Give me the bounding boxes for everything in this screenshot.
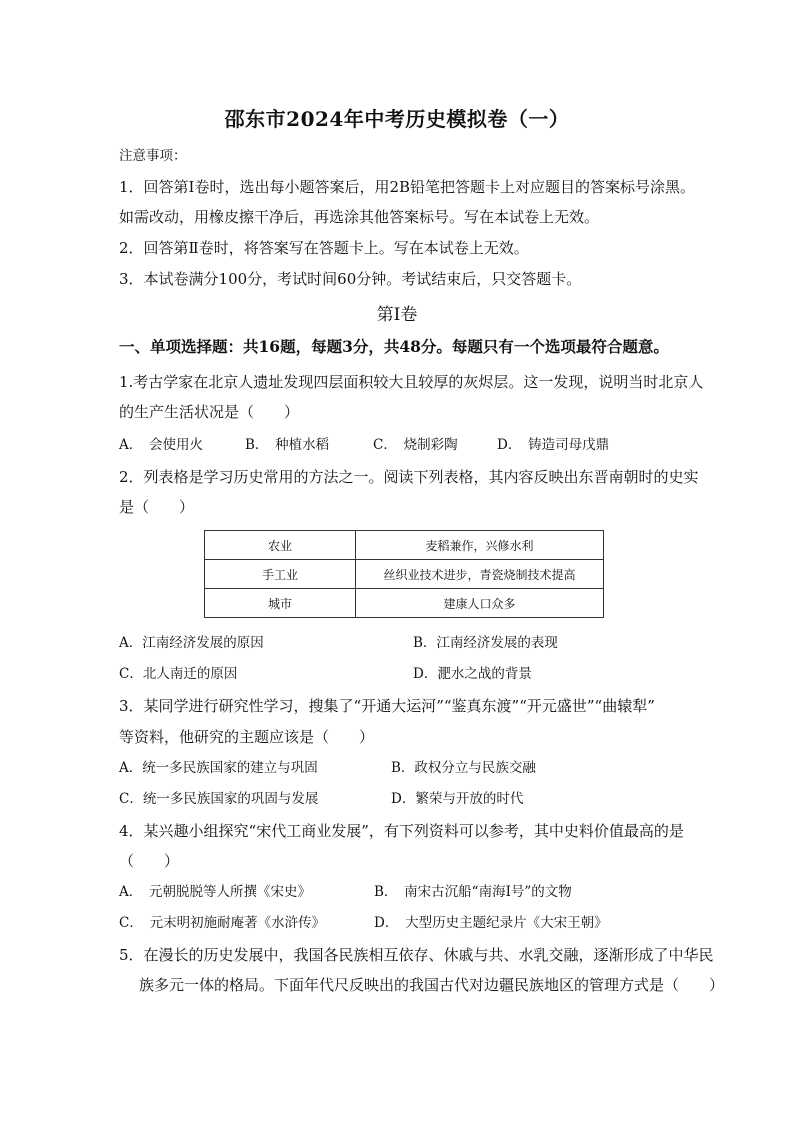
q2-option-d: D．淝水之战的背景 [413,666,532,682]
q3-option-a: A．统一多民族国家的建立与巩固 [119,760,318,776]
q1-option-c: C． 烧制彩陶 [373,437,458,453]
table-cell: 手工业 [205,560,356,589]
q4-option-d: D． 大型历史主题纪录片《大宋王朝》 [374,915,608,931]
q3-stem-line-1: 3．某同学进行研究性学习，搜集了“开通大运河”“鉴真东渡”“开元盛世”“曲辕犁” [119,697,655,715]
volume-heading: 第Ⅰ卷 [376,305,418,325]
q2-stem-line-2: 是（ ） [119,498,195,516]
table-cell: 麦稻兼作，兴修水利 [356,531,604,560]
q1-stem-line-1: 1.考古学家在北京人遗址发现四层面积较大且较厚的灰烬层。这一发现，说明当时北京人 [119,373,704,391]
q4-option-a: A． 元朝脱脱等人所撰《宋史》 [119,884,311,900]
q5-stem-line-2: 族多元一体的格局。下面年代尺反映出的我国古代对边疆民族地区的管理方式是（ ） [139,976,725,994]
table-cell: 农业 [205,531,356,560]
table-cell: 建康人口众多 [356,589,604,618]
notice-line-2: 如需改动，用橡皮擦干净后，再选涂其他答案标号。写在本试卷上无效。 [119,208,600,226]
notice-heading: 注意事项： [119,148,187,164]
q3-option-d: D．繁荣与开放的时代 [391,791,524,807]
table-cell: 城市 [205,589,356,618]
notice-line-3: 2．回答第Ⅱ卷时，将答案写在答题卡上。写在本试卷上无效。 [119,239,529,257]
q2-stem-line-1: 2．列表格是学习历史常用的方法之一。阅读下列表格，其内容反映出东晋南朝时的史实 [119,468,699,486]
table-row [205,560,604,589]
q5-stem-line-1: 5．在漫长的历史发展中，我国各民族相互依存、休戚与共、水乳交融，逐渐形成了中华民 [119,946,714,964]
notice-line-4: 3．本试卷满分100分，考试时间60分钟。考试结束后，只交答题卡。 [119,270,582,288]
q4-stem-line-2: （ ） [119,852,180,870]
q1-option-b: B． 种植水稻 [245,437,330,453]
q2-option-a: A．江南经济发展的原因 [119,635,264,651]
q1-option-d: D． 铸造司母戊鼎 [497,437,610,453]
notice-line-1: 1．回答第Ⅰ卷时，选出每小题答案后，用2B铅笔把答题卡上对应题目的答案标号涂黑。 [119,178,696,196]
q3-stem-line-2: 等资料，他研究的主题应该是（ ） [119,728,375,746]
q4-stem-line-1: 4．某兴趣小组探究“宋代工商业发展”，有下列资料可以参考，其中史料价值最高的是 [119,822,684,840]
section-heading: 一、单项选择题：共16题，每题3分，共48分。每题只有一个选项最符合题意。 [119,337,669,356]
table-cell: 丝织业技术进步，青瓷烧制技术提高 [356,560,604,589]
q1-option-a: A． 会使用火 [119,437,203,453]
q2-option-c: C．北人南迁的原因 [119,666,238,682]
table-row [205,531,604,560]
q4-option-c: C． 元末明初施耐庵著《水浒传》 [119,915,326,931]
q2-table [204,530,604,618]
q4-option-b: B． 南宋古沉船“南海Ⅰ号”的文物 [374,884,572,900]
table-row [205,589,604,618]
q1-stem-line-2: 的生产生活状况是（ ） [119,403,300,421]
q3-option-b: B．政权分立与民族交融 [391,760,536,776]
page-title: 邵东市2024年中考历史模拟卷（一） [224,107,570,131]
q3-option-c: C．统一多民族国家的巩固与发展 [119,791,319,807]
q2-option-b: B．江南经济发展的表现 [413,635,558,651]
